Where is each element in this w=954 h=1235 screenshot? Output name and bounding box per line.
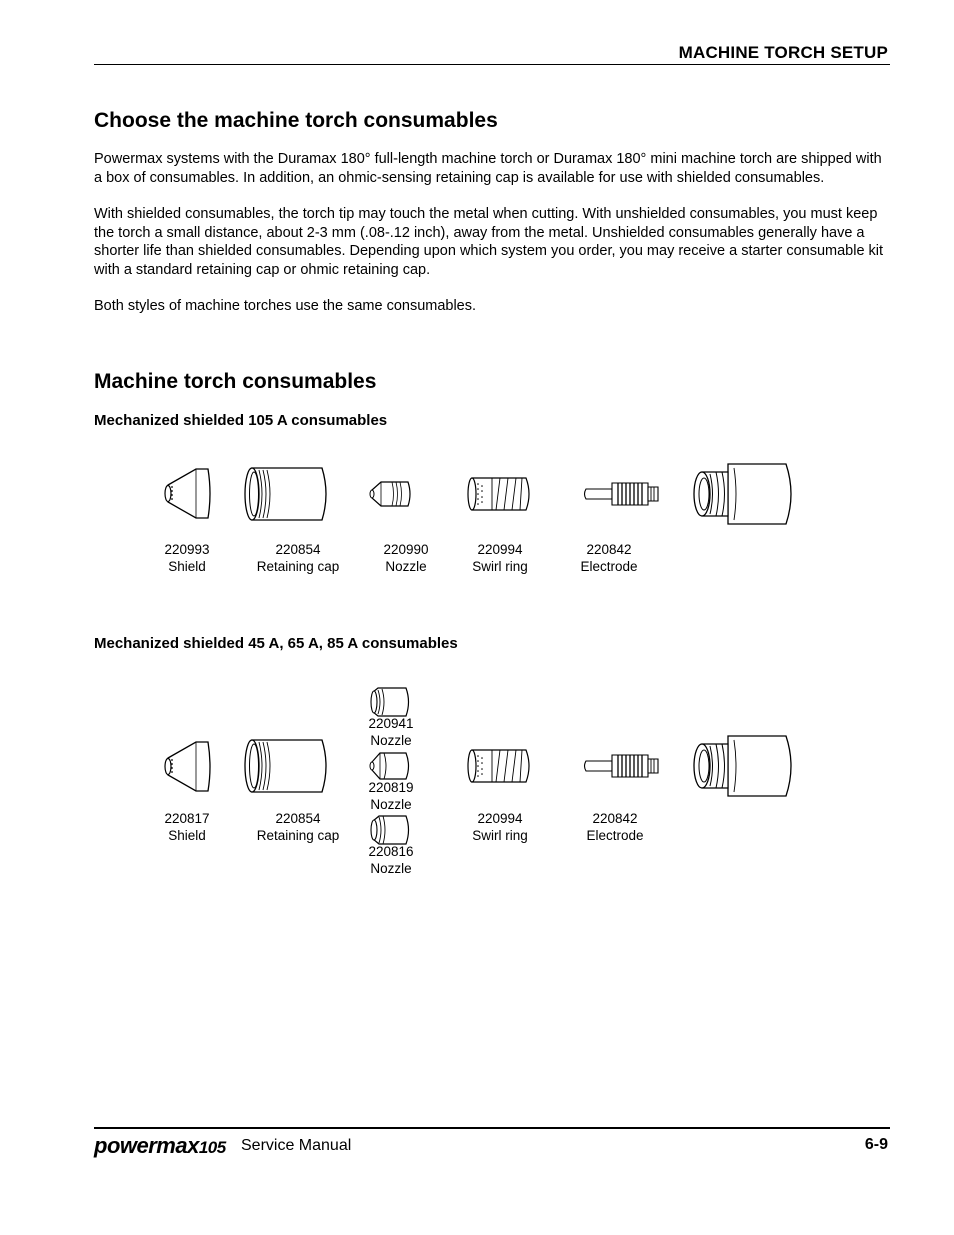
swirl-ring-illustration — [466, 474, 534, 514]
group1-title: Mechanized shielded 105 A consumables — [94, 412, 388, 429]
intro-paragraph-2: With shielded consumables, the torch tip may touch the metal when cutting. With unshielded consumables, you must keep the torch a small distance, about 2-3 mm (.08-.12 inch), away from the metal. Unshielded consumables generally have a shorter life than shielded consumables. Depending upon which system you order, you may receive a starter consumable kit with a standard retaining cap or ohmic retaining cap. — [94, 206, 884, 278]
group2-title: Mechanized shielded 45 A, 65 A, 85 A consumables — [94, 635, 458, 652]
page-number: 6-9 — [864, 1136, 888, 1153]
page-heading: Choose the machine torch consumables — [94, 109, 498, 132]
part-label: 220819 Nozzle — [368, 780, 414, 812]
nozzle-illustration — [368, 814, 414, 846]
part-label: 220994 Swirl ring — [472, 542, 528, 574]
electrode-illustration — [582, 480, 662, 508]
electrode-illustration — [582, 752, 662, 780]
part-label: 220854 Retaining cap — [256, 542, 340, 574]
swirl-ring-illustration — [466, 746, 534, 786]
brand-logo: powermax105 — [94, 1133, 226, 1158]
torch-head-illustration — [688, 734, 798, 798]
footer-rule — [94, 1127, 890, 1129]
retaining-cap-illustration — [242, 466, 332, 522]
part-label: 220842 Electrode — [580, 542, 638, 574]
torch-head-illustration — [688, 462, 798, 526]
section-heading: Machine torch consumables — [94, 370, 377, 393]
part-label: 220990 Nozzle — [383, 542, 429, 574]
part-label: 220816 Nozzle — [368, 844, 414, 876]
part-label: 220854 Retaining cap — [256, 811, 340, 843]
nozzle-illustration — [368, 478, 414, 510]
part-label: 220993 Shield — [164, 542, 210, 574]
part-label: 220994 Swirl ring — [472, 811, 528, 843]
document-title: Service Manual — [241, 1137, 352, 1154]
retaining-cap-illustration — [242, 738, 332, 794]
nozzle-illustration — [368, 686, 414, 718]
header-rule — [94, 64, 890, 65]
shield-illustration — [158, 467, 214, 521]
part-label: 220842 Electrode — [586, 811, 644, 843]
part-label: 220941 Nozzle — [368, 716, 414, 748]
intro-paragraph-1: Powermax systems with the Duramax 180° full-length machine torch or Duramax 180° mini machine torch are shipped with a box of consumables. In addition, an ohmic-sensing retaining cap is available for use with shielded consumables. — [94, 151, 882, 186]
section-title: MACHINE TORCH SETUP — [678, 43, 888, 62]
shield-illustration — [158, 740, 214, 794]
nozzle-illustration — [368, 750, 414, 782]
intro-paragraph-3: Both styles of machine torches use the same consumables. — [94, 298, 477, 314]
part-label: 220817 Shield — [164, 811, 210, 843]
